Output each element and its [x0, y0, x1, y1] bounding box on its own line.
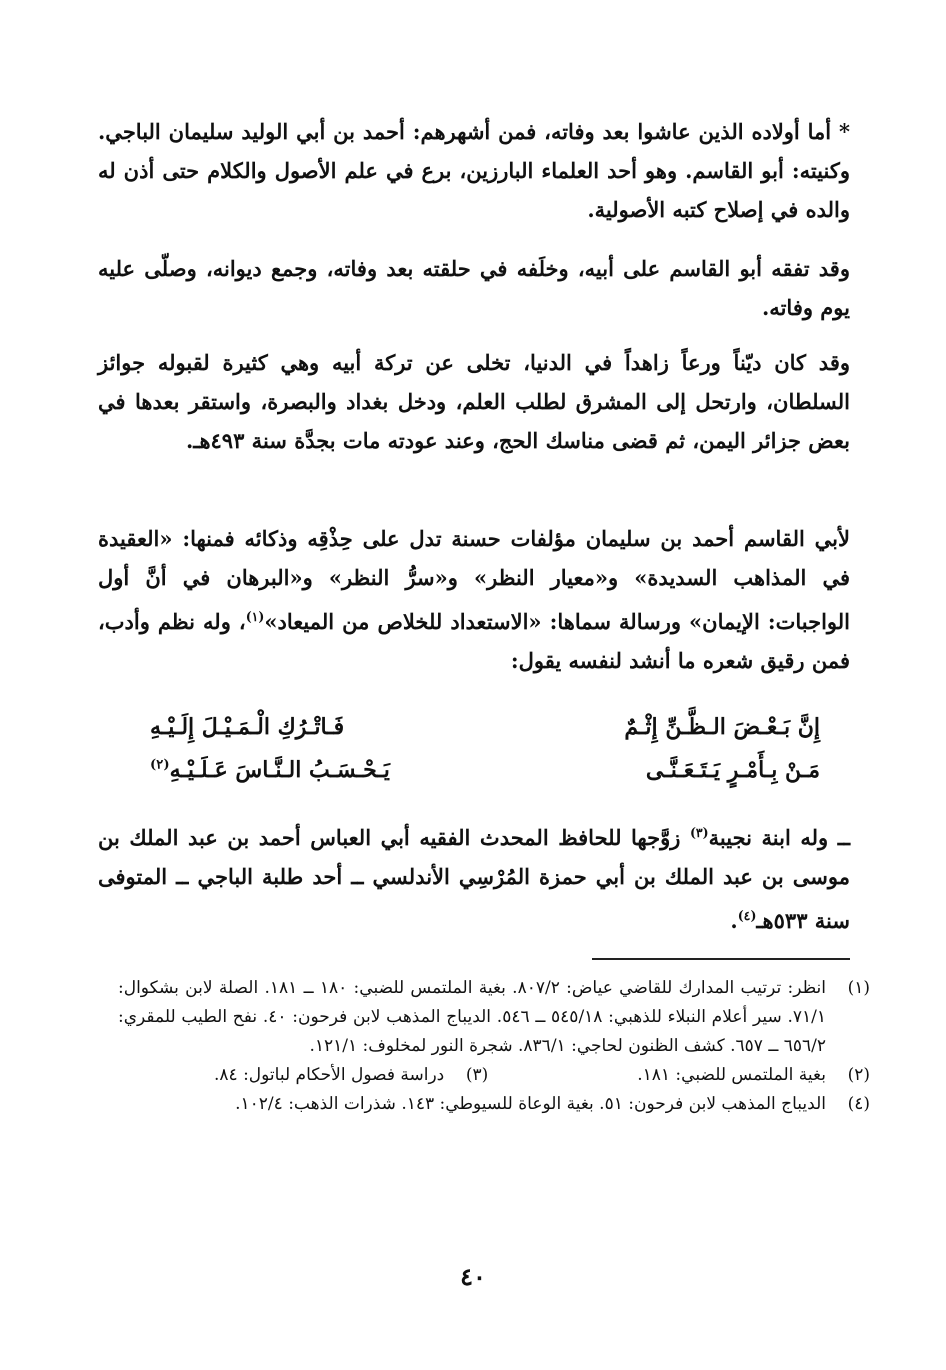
- paragraph-text-part: زوَّجها للحافظ المحدث الفقيه أبي العباس أحمد بن عبد الملك بن موسى بن عبد الملك بن أبي حمزة المُرْسِي الأندلسي ــ أحد طلبة الباجي ــ المتوفى سنة ٥٣٣هـ: [98, 825, 850, 933]
- paragraph-text: * أما أولاده الذين عاشوا بعد وفاته، فمن أشهرهم: أحمد بن أبي الوليد سليمان الباجي. وكنيته: أبو القاسم. وهو أحد العلماء البارزين، برع في علم الأصول والكلام حتى أذن له والده في إصلاح كتبه الأصولية.: [98, 119, 850, 222]
- footnote-text: بغية الملتمس للضبي: ١٨١.: [637, 1065, 826, 1085]
- poem-hemistich: [150, 757, 390, 783]
- poem-verse: [150, 714, 820, 740]
- footnote-pair: [118, 1061, 870, 1090]
- footnote-2: [637, 1061, 870, 1090]
- footnote-3: [214, 1061, 488, 1090]
- paragraph-daughter: [98, 813, 850, 940]
- paragraph-text-part: ــ وله ابنة نجيبة: [708, 825, 850, 850]
- footnote-row-2-3: [118, 1061, 870, 1090]
- footnote-divider: [592, 958, 850, 960]
- poem-verse: [150, 757, 820, 783]
- footnote-number: (٤): [847, 1094, 870, 1114]
- footnote-text: الديباج المذهب لابن فرحون: ٥١. بغية الوعاة للسيوطي: ١٤٣. شذرات الذهب: ١٠٢/٤.: [235, 1094, 826, 1114]
- footnote-text: انظر: ترتيب المدارك للقاضي عياض: ٨٠٧/٢. بغية الملتمس للضبي: ١٨٠ ــ ١٨١. الصلة لابن بشكوال: ٧١/١. سير أعلام النبلاء للذهبي: ٥٤٥/١٨ ــ ٥٤٦. الديباج المذهب لابن فرحون: ٤٠. نفح الطيب للمقري: ٦٥٦/٢ ــ ٦٥٧. كشف الظنون لحاجي: ٨٣٦/١. شجرة النور لمخلوف: ١٢١/١.: [118, 978, 826, 1056]
- footnote-ref: (٤): [737, 908, 757, 923]
- footnote-ref: (٣): [689, 825, 709, 840]
- footnote-1: [118, 974, 870, 1061]
- footnote-number: (٢): [847, 1065, 870, 1085]
- poem-hemistich: إِنَّ بَـعْـضَ الـظَّـنِّ إِثْـمٌ: [624, 714, 820, 740]
- paragraph-life: [98, 343, 850, 460]
- paragraph-text-part: .: [730, 908, 738, 933]
- paragraph-text: وقد كان ديّناً ورعاً زاهداً في الدنيا، تخلى عن تركة أبيه وهي كثيرة لقبوله جوائز السلطان، وارتحل إلى المشرق لطلب العلم، ودخل بغداد والبصرة، واستقر بعدها في بعض جزائر اليمن، ثم قضى مناسك الحج، وعند عودته مات بجدَّة سنة ٤٩٣هـ.: [98, 350, 850, 453]
- footnote-ref: (١): [245, 609, 265, 624]
- paragraph-text-part: لأبي القاسم أحمد بن سليمان مؤلفات حسنة تدل على حِذْقِه وذكائه فمنها: «العقيدة في المذاهب السديدة» و«معيار النظر» و«سرُّ النظر» و«البرهان في أنَّ أول الواجبات: الإيمان» ورسالة سماها: «الاستعداد للخلاص من الميعاد»: [98, 526, 850, 634]
- footnote-4: [118, 1090, 870, 1119]
- hemistich-text: يَـحْـسَـبُ الـنَّـاسَ عَـلَـيْـهِ: [169, 757, 390, 783]
- poem-hemistich: مَـنْ بِـأَمْـرٍ يَـتَـعَـنَّـى: [645, 757, 820, 783]
- footnote-number: (٣): [465, 1065, 489, 1085]
- footnote-text: دراسة فصول الأحكام لباتول: ٨٤.: [214, 1065, 445, 1085]
- poem-hemistich: فَـاتْـرُكِ الْـمَـيْـلَ إِلَـيْـهِ: [150, 714, 345, 740]
- paragraph-works: [98, 519, 850, 680]
- paragraph-text-part: ، وله نظم وأدب، فمن رقيق شعره ما أنشد لنفسه يقول:: [98, 609, 850, 673]
- footnotes: [118, 974, 870, 1119]
- footnote-number: (١): [847, 978, 870, 998]
- footnote-ref: (٢): [150, 757, 170, 773]
- paragraph-text: وقد تفقه أبو القاسم على أبيه، وخلَفه في حلقته بعد وفاته، وجمع ديوانه، وصلّى عليه يوم وفاته.: [98, 256, 850, 320]
- paragraph-text: [98, 813, 850, 940]
- paragraph-sons: [98, 112, 850, 229]
- paragraph-studies: [98, 249, 850, 327]
- paragraph-text: [98, 519, 850, 680]
- page-number: ٤٠: [460, 1262, 486, 1291]
